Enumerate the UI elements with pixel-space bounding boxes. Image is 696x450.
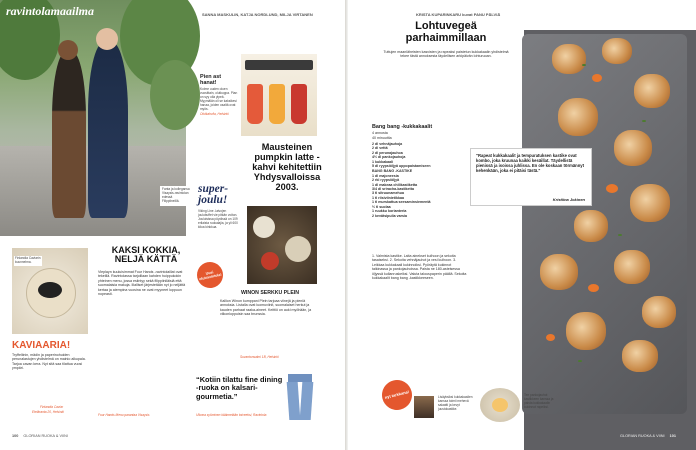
jeans-illustration [288,374,312,420]
finland-caption-text: Finlandia Caviarin kuunnelma. [15,256,41,264]
drinks-photo [241,54,317,136]
ingredient-item: 2 kevätsipulia varsia [372,213,407,218]
finland-caption [14,256,42,266]
ingredient-item: 2 dl vehnäjauhoja [372,142,403,146]
recipe-title: Lohtuvegeä parhaimmillaan [405,20,487,44]
ingredient-item: 1 dl majoneesia [372,173,399,178]
ingredient-item: 5 dl ryypsiöljyä uppopaistamiseen [372,164,431,169]
left-page [0,0,346,450]
ingredient-item: ½ tl suolaa [372,204,391,209]
ingredient-item: 4½ dl pankojauhoja [372,155,406,160]
byline-left: SANNA MASKULIN, KATJA NORDLUND, MILJA VIRTANEN [202,12,313,17]
ingredient-item: 2 dl perunajauhoa [372,150,403,155]
kaviaaria-credit: Finlandia Caviar [40,405,64,409]
ingredient-subheading: BANG BANG -KASTIKE [372,169,413,174]
photo-caption-text: Fanta ja kollegansa Visaysis-ravintolan edessä Filippiineillä. [162,187,190,203]
quote-big: “Kotiin tilattu fine dining -ruoka on kalsari-gourmetia.” [196,375,283,401]
ingredient-item: 1 dl makeaa chilikastiketta [372,182,418,187]
recipe-name: Bang bang -kukkakaalit [372,124,433,130]
main-headline: Mausteinen pumpkin latte -kahvi kehitettiin Yhdysvalloissa 2003. [252,142,322,192]
dish-thumbnail [480,388,520,422]
uusi-badge: Uusi olutravintola! [195,260,226,291]
recipe-steps: 1. Valmista kastike. Laita ainekset kulhoon ja sekoita tasaiseksi. 2. Sekoita vehnäjauhot ja vesi kulhoon. 3. Leikkaa kukkakaali kukinnoiksi. Pyöräytä kukinnot taikinassa ja pankojauhoissa. Paista ne 180-asteisessa öljyssä kullanruskeiksi. Valuta talouspaperin päällä. Sekoita kukkakaalit bang bang -kastikkeeseen. [372,254,467,281]
page-number-right-value: 101 [669,434,676,438]
drink-note-credit: Olutkahvila, Helsinki [200,112,229,117]
drink-note-title: Pien ast hanat! [200,74,222,86]
drink-note-body: Kolme uuden oluen vuosittain, olutkuppa. Pian on syy olla ylpeä. Myymälän oli se kaksikesi hanaa, joiden osaltä ovat myös. [200,87,238,111]
superjoulu-body: Viking Line -laivojen joulubuffet vie pitkän voiton. Jouluisissa pöydissä on 109 erilaista ruokalajia, ja yli 600 kiloa kinkkua. [198,209,238,229]
kaviaaria-title: KAVIAARIA! [12,340,71,351]
ingredient-item: 2 rkl ryypsiöljyä [372,178,400,183]
page-footer-right: GLORIAN RUOKA & VIINI [620,434,665,438]
ingredient-item: 1 kukkakaali [372,159,394,164]
ingredient-item: 2 dl vettä [372,146,388,151]
chefs-street-photo [0,0,186,236]
ingredient-item: 1 tl riisiviinietikkaa [372,195,404,200]
ingredient-list [372,142,468,218]
ingredient-item: 3/4 dl sriracha-kastiketta [372,187,414,192]
baking-tray [522,34,687,414]
photo-caption-2: Tee pankojauhot kastikkeen kanssa ja paista kukkakaalin kukinnot rapeiksi. [524,393,554,409]
kaviaaria-credit2: Eteläranta 20, Helsinki [32,410,64,414]
quote-big-credit: Ulkona syöminen käännetään toiveeksi, Ravintola [196,413,267,417]
ingredient-item: 3 tl sitruunamehua [372,191,404,196]
photo-caption-1: Lisäyksiksi kukkakaalien kanssa toimii mehevä salaatti ja kevyt juustokastike. [438,395,473,411]
byline-right: KRISTA KUPARINKARU kuvat PANU PÄLVIÄ [416,12,501,17]
rubric-right: ravintolaresepti [608,10,679,22]
chef-quote-credit: Kristiina Jokinen [552,197,585,202]
page-number-left [12,434,68,438]
chefs-photo-caption [160,186,192,206]
winon-body: Kallion Winon kumppani Plein tarjoaa viinejä ja pieniä annoksia. Listalla ovat luomuviinit, suomalaiset herkut ja kauden parhaat raaka-aineet. Keittiö on auki myöhään, ja viikonloppuisin saa brunssia. [220,299,312,317]
ingredient-item: 1 ruukku korianteria [372,209,407,214]
chef-quote: "Rapeat kukkakaalit ja tempuratuksen kastike ovat kombo, joka kruunaa kaikki kesäillat. Täydellistä pienissä ja isoissa juhlissa. En ole koskaan törmännyt kehenkään, joka ei pitäisi tästä." [476,153,584,173]
nyt-badge: nyt tarkkana! [379,377,415,413]
winon-credit: Suvantonsalmi 1B, Helsinki [240,355,279,359]
rubric-left: ravintolamaailma [6,4,95,18]
page-footer-left: GLORIAN RUOKA & VIINI [23,434,68,438]
dinner-table-photo [247,206,317,284]
page-number-right [620,434,676,438]
superjoulu-title: super-joulu! [198,183,229,206]
page-number-left-value: 100 [12,434,19,438]
chef-thumbnail [414,396,434,418]
kokki-title: KAKSI KOKKIA, NELJÄ KÄTTÄ [111,245,181,265]
drink-note [200,74,238,117]
kokki-credit: Four Hands Menu parantaa Visaysis [98,413,150,417]
kaviaaria-body: Tryffeliinin, mädin ja paperinohuiden perunalastujen yhdistelmä on mainio alkupala. Tarjoa cavan kera. Nyt sitä saa tilattua vuosi ympäri. [12,353,86,371]
chef-quote-box [470,148,592,206]
servings: 4 annosta [372,131,388,135]
time: 40 minuuttia [372,136,392,140]
kokki-body: Vieplayn kuuluisimmat Four Hands -ravintolaillat ovat tekeillä. Ravintolassa tarjoillaan kahden huippukokin yhteinen menu, jossa esiintyy sekä filippiiniläisiä että suomalaisia makuja. Illalliset järjestetään nyt jo neljättä kertaa ja aiempina vuosina ne ovat myyneet loppuun nopeasti. [98,270,186,297]
winon-title: WINON SERKKU PLEIN [241,290,299,296]
recipe-intro: Tuttujen maanläheisten kasvisten ja rapeaksi paistetun kukkakaalin yhdistelmä tekee tästä annoksesta täydellisen arkipäivän lohturuoan. [383,50,509,59]
ingredient-item: 1 tl murskattua seesaminsiementä [372,200,431,205]
